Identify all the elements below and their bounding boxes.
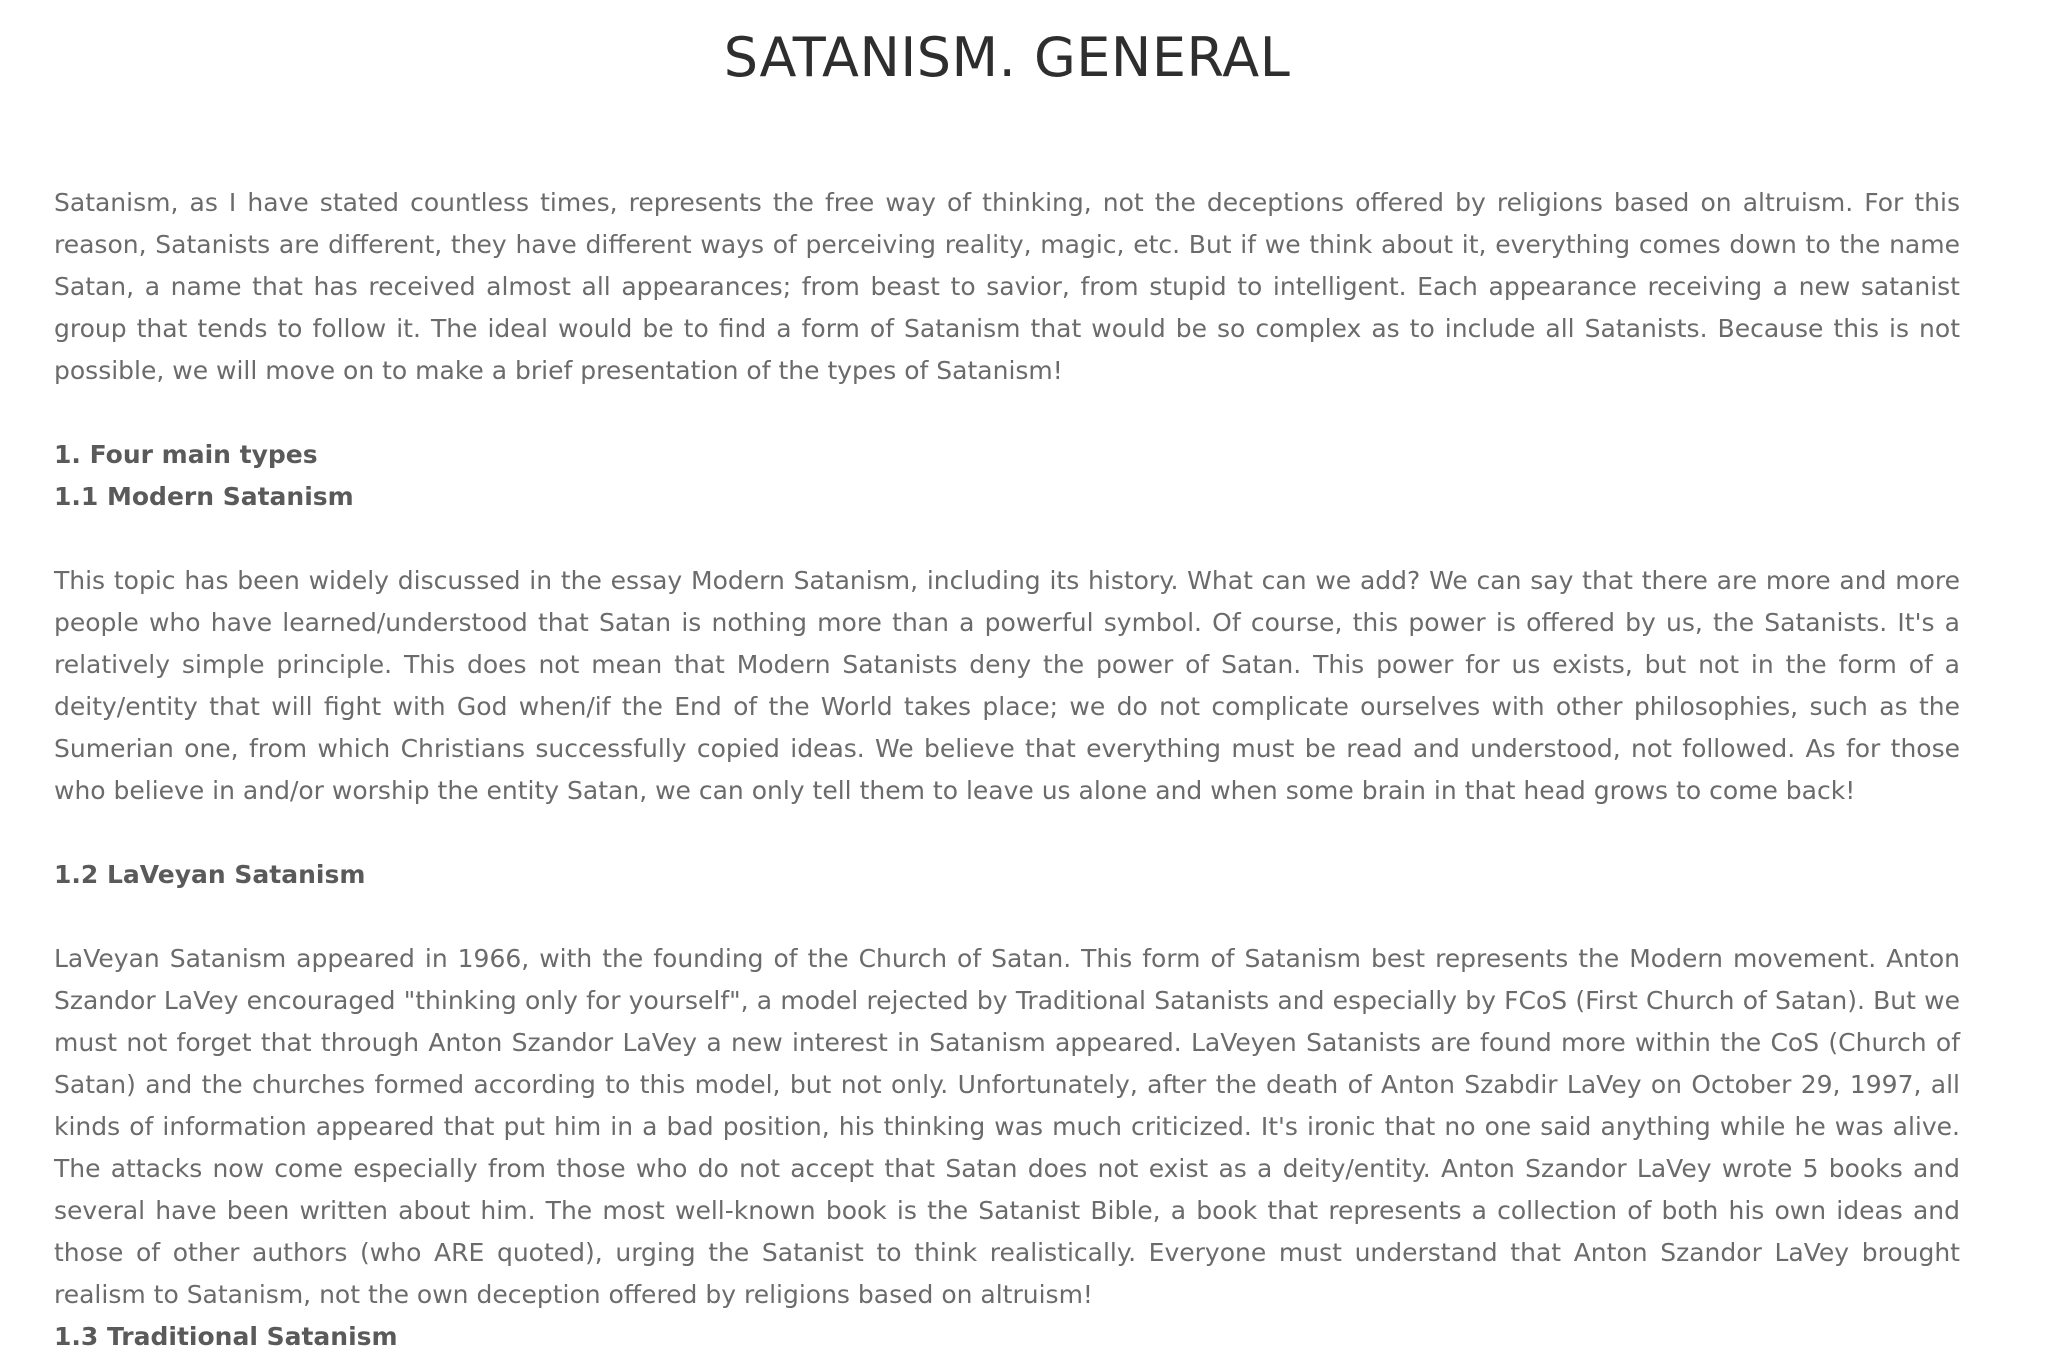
article — [54, 0, 1960, 1358]
section-heading-modern-satanism: 1.1 Modern Satanism — [54, 482, 354, 511]
section-heading-laveyan-satanism: 1.2 LaVeyan Satanism — [54, 860, 366, 889]
spacer — [54, 518, 1960, 560]
spacer — [54, 392, 1960, 434]
article-content — [54, 182, 1960, 1358]
spacer — [54, 812, 1960, 854]
page-title: SATANISM. GENERAL — [723, 26, 1291, 89]
section-heading-traditional-satanism: 1.3 Traditional Satanism — [54, 1322, 398, 1351]
laveyan-satanism-paragraph: LaVeyan Satanism appeared in 1966, with the founding of the Church of Satan. This form of Satanism best represents the Modern movement. Anton Szandor LaVey encouraged "thinking only for yourself", a model rejected by Traditional Satanists and especially by FCoS (First Church of Satan). But we must not forget that through Anton Szandor LaVey a new interest in Satanism appeared. LaVeyen Satanists are found more within the CoS (Church of Satan) and the churches formed according to this model, but not only. Unfortunately, after the death of Anton Szabdir LaVey on October 29, 1997, all kinds of information appeared that put him in a bad position, his thinking was much criticized. It's ironic that no one said anything while he was alive. The attacks now come especially from those who do not accept that Satan does not exist as a deity/entity. Anton Szandor LaVey wrote 5 books and several have been written about him. The most well-known book is the Satanist Bible, a book that represents a collection of both his own ideas and those of other authors (who ARE quoted), urging the Satanist to think realistically. Everyone must understand that Anton Szandor LaVey brought realism to Satanism, not the own deception offered by religions based on altruism! — [54, 944, 1960, 1309]
modern-satanism-paragraph: This topic has been widely discussed in the essay Modern Satanism, including its history. What can we add? We can say that there are more and more people who have learned/understood that Satan is nothing more than a powerful symbol. Of course, this power is offered by us, the Satanists. It's a relatively simple principle. This does not mean that Modern Satanists deny the power of Satan. This power for us exists, but not in the form of a deity/entity that will fight with God when/if the End of the World takes place; we do not complicate ourselves with other philosophies, such as the Sumerian one, from which Christians successfully copied ideas. We believe that everything must be read and understood, not followed. As for those who believe in and/or worship the entity Satan, we can only tell them to leave us alone and when some brain in that head grows to come back! — [54, 566, 1960, 805]
intro-paragraph: Satanism, as I have stated countless times, represents the free way of thinking, not the deceptions offered by religions based on altruism. For this reason, Satanists are different, they have different ways of perceiving reality, magic, etc. But if we think about it, everything comes down to the name Satan, a name that has received almost all appearances; from beast to savior, from stupid to intelligent. Each appearance receiving a new satanist group that tends to follow it. The ideal would be to find a form of Satanism that would be so complex as to include all Satanists. Because this is not possible, we will move on to make a brief presentation of the types of Satanism! — [54, 188, 1960, 385]
spacer — [54, 896, 1960, 938]
section-heading-four-main-types: 1. Four main types — [54, 440, 318, 469]
